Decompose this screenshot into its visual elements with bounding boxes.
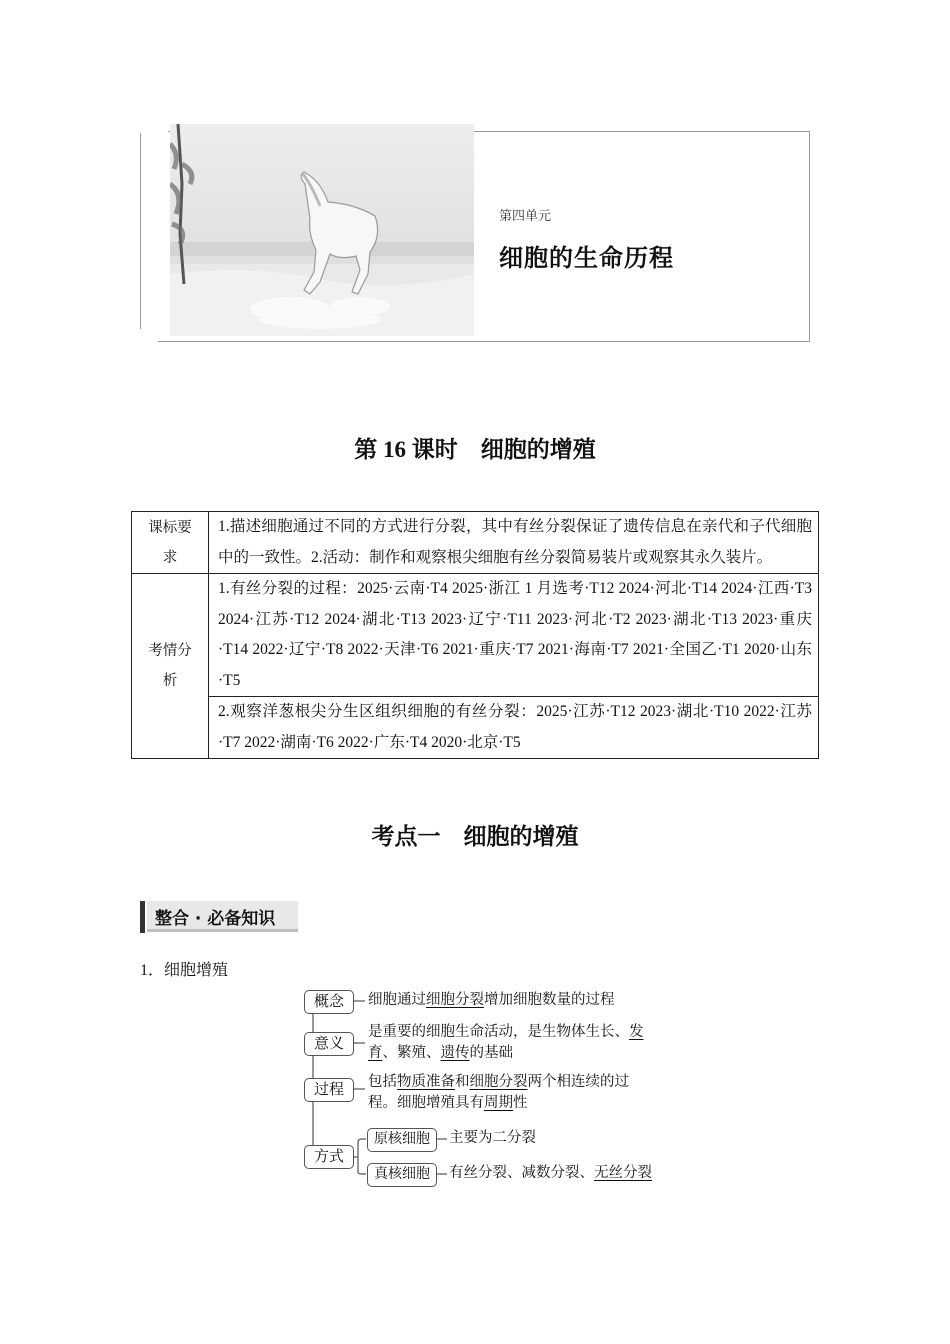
process-description: 包括物质准备和细胞分裂两个相连续的过 (368, 1074, 629, 1090)
mind-map-node-process: 过程 (304, 1078, 354, 1102)
mind-map-node-concept: 概念 (304, 990, 354, 1014)
eukaryote-description: 有丝分裂、减数分裂、无丝分裂 (449, 1165, 652, 1181)
sub-heading: 1．细胞增殖 (140, 962, 229, 979)
meaning-description-line2: 育、繁殖、遗传的基础 (368, 1045, 513, 1061)
mind-map-node-eukaryote: 真核细胞 (367, 1163, 437, 1187)
prokaryote-description: 主要为二分裂 (449, 1130, 536, 1146)
unit-title: 细胞的生命历程 (499, 244, 674, 272)
unit-label: 第四单元 (499, 209, 552, 224)
table-row-header: 考情分析 (132, 574, 209, 759)
mind-map-node-meaning: 意义 (304, 1032, 354, 1056)
exam-analysis-text: 2.观察洋葱根尖分生区组织细胞的有丝分裂：2025·江苏·T12 2023·湖北·T10 2022·江苏·T7 2022·湖南·T6 2022·广东·T4 2020·北京·T5 (209, 697, 819, 759)
section-tag-label: 整合 · 必备知识 (155, 909, 276, 929)
lesson-title: 第 16 课时 细胞的增殖 (354, 437, 596, 462)
mind-map-node-mode: 方式 (304, 1145, 354, 1169)
mind-map-node-prokaryote: 原核细胞 (367, 1128, 437, 1152)
process-description-line2: 程。细胞增殖具有周期性 (368, 1095, 528, 1111)
exam-analysis-text: 1.有丝分裂的过程：2025·云南·T4 2025·浙江 1 月选考·T12 2024·河北·T14 2024·江西·T3 2024·江苏·T12 2024·湖北·T13 2023·辽宁·T11 2023·河北·T2 2023·湖北·T13 2023·重庆·T14 2022·辽宁·T8 2022·天津·T6 2021·重庆·T7 2021·海南·T7 2021·全国乙·T1 2020·山东·T5 (209, 574, 819, 697)
meaning-description: 是重要的细胞生命活动，是生物体生长、发 (368, 1024, 644, 1040)
curriculum-requirements-text: 1.描述细胞通过不同的方式进行分裂，其中有丝分裂保证了遗传信息在亲代和子代细胞中的一致性。2.活动：制作和观察根尖细胞有丝分裂简易装片或观察其永久装片。 (209, 512, 819, 574)
table-row-header: 课标要求 (132, 512, 209, 574)
concept-description: 细胞通过细胞分裂增加细胞数量的过程 (368, 992, 615, 1008)
point-title: 考点一 细胞的增殖 (371, 824, 579, 849)
